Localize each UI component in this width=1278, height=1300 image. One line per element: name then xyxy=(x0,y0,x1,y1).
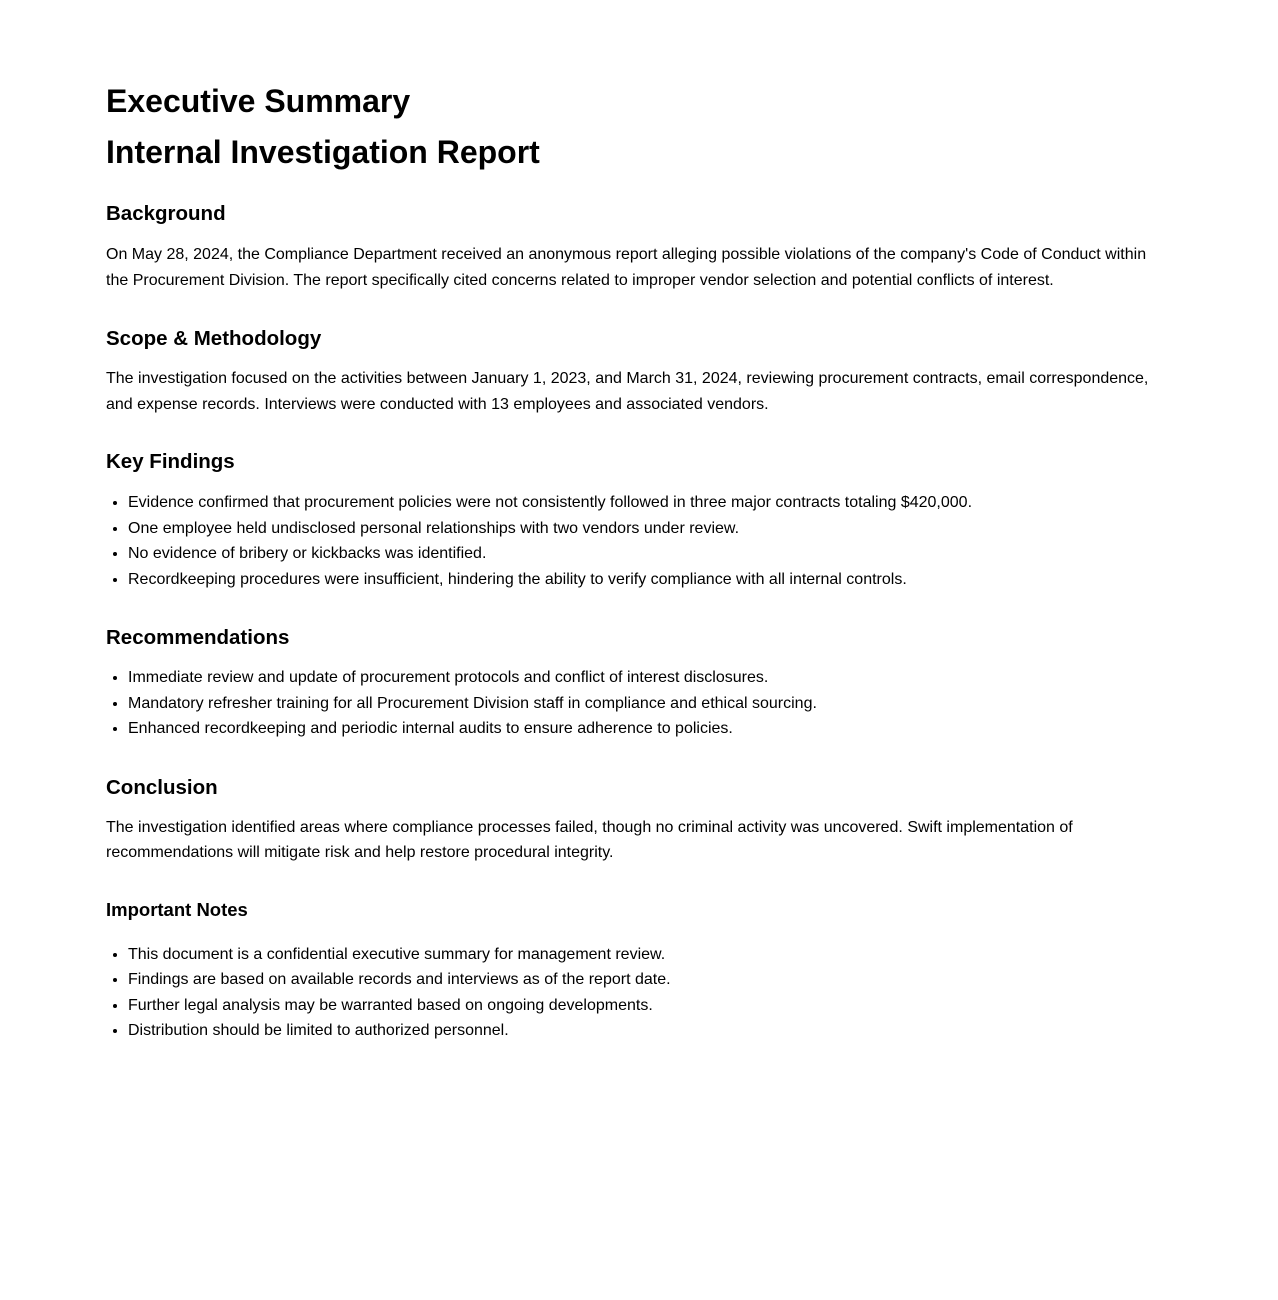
list-item: • Findings are based on available records and interviews as of the report date. xyxy=(128,967,1172,993)
scope-heading: Scope & Methodology xyxy=(106,327,322,350)
key-findings-section xyxy=(106,449,1172,592)
key-findings-list xyxy=(106,490,1172,592)
scope-text: The investigation focused on the activities between January 1, 2023, and March 31, 2024, reviewing procurement contracts, email correspondence, and expense records. Interviews were conducted with 13 employees and associated vendors. xyxy=(106,370,1149,413)
document-subtitle: Internal Investigation Report xyxy=(106,134,540,170)
list-item: • Mandatory refresher training for all Procurement Division staff in compliance and ethical sourcing. xyxy=(128,691,1172,717)
list-item: • Enhanced recordkeeping and periodic internal audits to ensure adherence to policies. xyxy=(128,716,1172,742)
list-item: • One employee held undisclosed personal relationships with two vendors under review. xyxy=(128,516,1172,542)
key-findings-heading: Key Findings xyxy=(106,450,235,473)
conclusion-heading: Conclusion xyxy=(106,775,218,799)
notes-list xyxy=(106,942,1172,1044)
list-item: • Distribution should be limited to authorized personnel. xyxy=(128,1018,1172,1044)
scope-section xyxy=(106,326,1172,417)
list-item: • Immediate review and update of procurement protocols and conflict of interest disclosures. xyxy=(128,665,1172,691)
background-heading: Background xyxy=(106,202,226,225)
document-title: Executive Summary xyxy=(106,83,411,119)
list-item: • Recordkeeping procedures were insufficient, hindering the ability to verify compliance with all internal controls. xyxy=(128,567,1172,593)
background-section xyxy=(106,201,1172,293)
recommendations-list xyxy=(106,665,1172,742)
list-item: • This document is a confidential executive summary for management review. xyxy=(128,942,1172,968)
notes-heading: Important Notes xyxy=(106,898,248,920)
conclusion-section xyxy=(106,775,1172,866)
conclusion-text: The investigation identified areas where compliance processes failed, though no criminal activity was uncovered. Swift implementation of recommendations will mitigate risk and help restore procedural integrity. xyxy=(106,818,1073,861)
list-item: • Evidence confirmed that procurement policies were not consistently followed in three major contracts totaling $420,000. xyxy=(128,490,1172,516)
list-item: • Further legal analysis may be warranted based on ongoing developments. xyxy=(128,993,1172,1019)
list-item: • No evidence of bribery or kickbacks was identified. xyxy=(128,541,1172,567)
background-text: On May 28, 2024, the Compliance Department received an anonymous report alleging possible violations of the company's Code of Conduct within the Procurement Division. The report specifically cited concerns related to improper vendor selection and potential conflicts of interest. xyxy=(106,246,1147,289)
recommendations-heading: Recommendations xyxy=(106,626,290,649)
recommendations-section xyxy=(106,625,1172,742)
notes-section xyxy=(106,898,1172,1044)
